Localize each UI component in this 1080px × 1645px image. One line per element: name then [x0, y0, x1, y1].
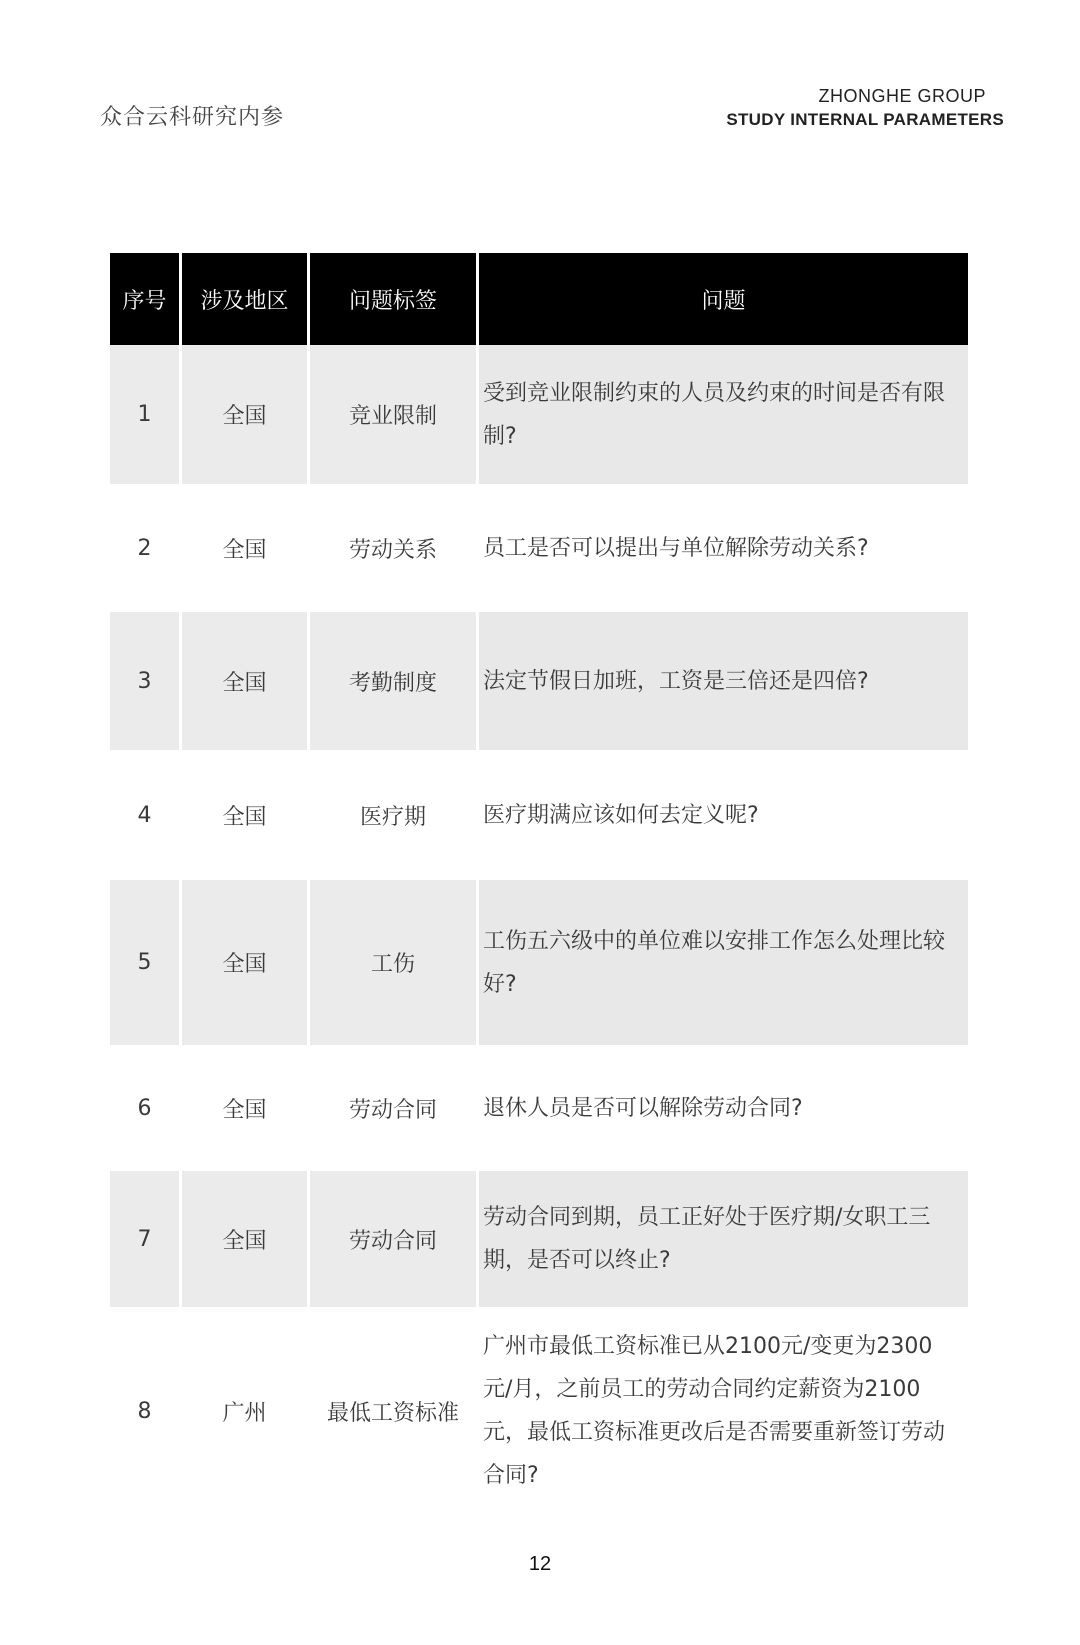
cell-question: 工伤五六级中的单位难以安排工作怎么处理比较好?: [479, 880, 968, 1045]
cell-number: 6: [137, 1095, 152, 1121]
cell-region: 全国: [182, 612, 307, 750]
table-row: [110, 484, 968, 612]
cell-region: 全国: [182, 1171, 307, 1307]
table-row: [110, 750, 968, 880]
col-header-question: 问题: [479, 253, 968, 345]
brand-subtitle: STUDY INTERNAL PARAMETERS: [726, 110, 1004, 129]
cell-tag: 竞业限制: [310, 345, 476, 484]
cell-tag: 工伤: [310, 880, 476, 1045]
cell-number: 3: [110, 612, 179, 750]
cell-region: 全国: [182, 880, 307, 1045]
brand-block: [726, 84, 1004, 132]
cell-question: 法定节假日加班，工资是三倍还是四倍?: [479, 612, 968, 750]
col-header-region: 涉及地区: [182, 253, 307, 345]
cell-tag: 劳动合同: [310, 1171, 476, 1307]
cell-region: 全国: [222, 537, 267, 563]
cell-tag: 医疗期: [359, 804, 426, 830]
cell-question: 广州市最低工资标准已从2100元/变更为2300元/月，之前员工的劳动合同约定薪资为2100元，最低工资标准更改后是否需要重新签订劳动合同?: [483, 1334, 946, 1488]
cell-region: 广州: [222, 1400, 267, 1426]
cell-tag: 最低工资标准: [326, 1400, 459, 1426]
cell-number: 1: [110, 345, 179, 484]
publication-title: 众合云科研究内参: [100, 105, 285, 130]
cell-question: 员工是否可以提出与单位解除劳动关系?: [483, 535, 869, 561]
cell-region: 全国: [182, 345, 307, 484]
table-row: [110, 345, 968, 484]
cell-question: 劳动合同到期，员工正好处于医疗期/女职工三期，是否可以终止?: [479, 1171, 968, 1307]
cell-question: 退休人员是否可以解除劳动合同?: [483, 1095, 803, 1121]
cell-number: 7: [110, 1171, 179, 1307]
cell-number: 8: [137, 1398, 152, 1424]
table-header-row: [110, 253, 968, 345]
cell-tag: 劳动关系: [348, 537, 437, 563]
cell-region: 全国: [222, 804, 267, 830]
table-row: [110, 612, 968, 750]
page-number: 12: [528, 1553, 552, 1575]
cell-tag: 劳动合同: [348, 1097, 437, 1123]
table-row: [110, 1307, 968, 1515]
brand-name: ZHONGHE GROUP: [818, 86, 986, 106]
cell-question: 医疗期满应该如何去定义呢?: [483, 802, 759, 828]
cell-number: 2: [137, 535, 152, 561]
cell-question: 受到竞业限制约束的人员及约束的时间是否有限制?: [479, 345, 968, 484]
col-header-number: 序号: [110, 253, 179, 345]
col-header-tag: 问题标签: [310, 253, 476, 345]
table-row: [110, 880, 968, 1045]
table-row: [110, 1171, 968, 1307]
qa-table: [107, 253, 971, 1515]
cell-tag: 考勤制度: [310, 612, 476, 750]
cell-number: 5: [110, 880, 179, 1045]
cell-region: 全国: [222, 1097, 267, 1123]
table-row: [110, 1045, 968, 1171]
cell-number: 4: [137, 802, 152, 828]
